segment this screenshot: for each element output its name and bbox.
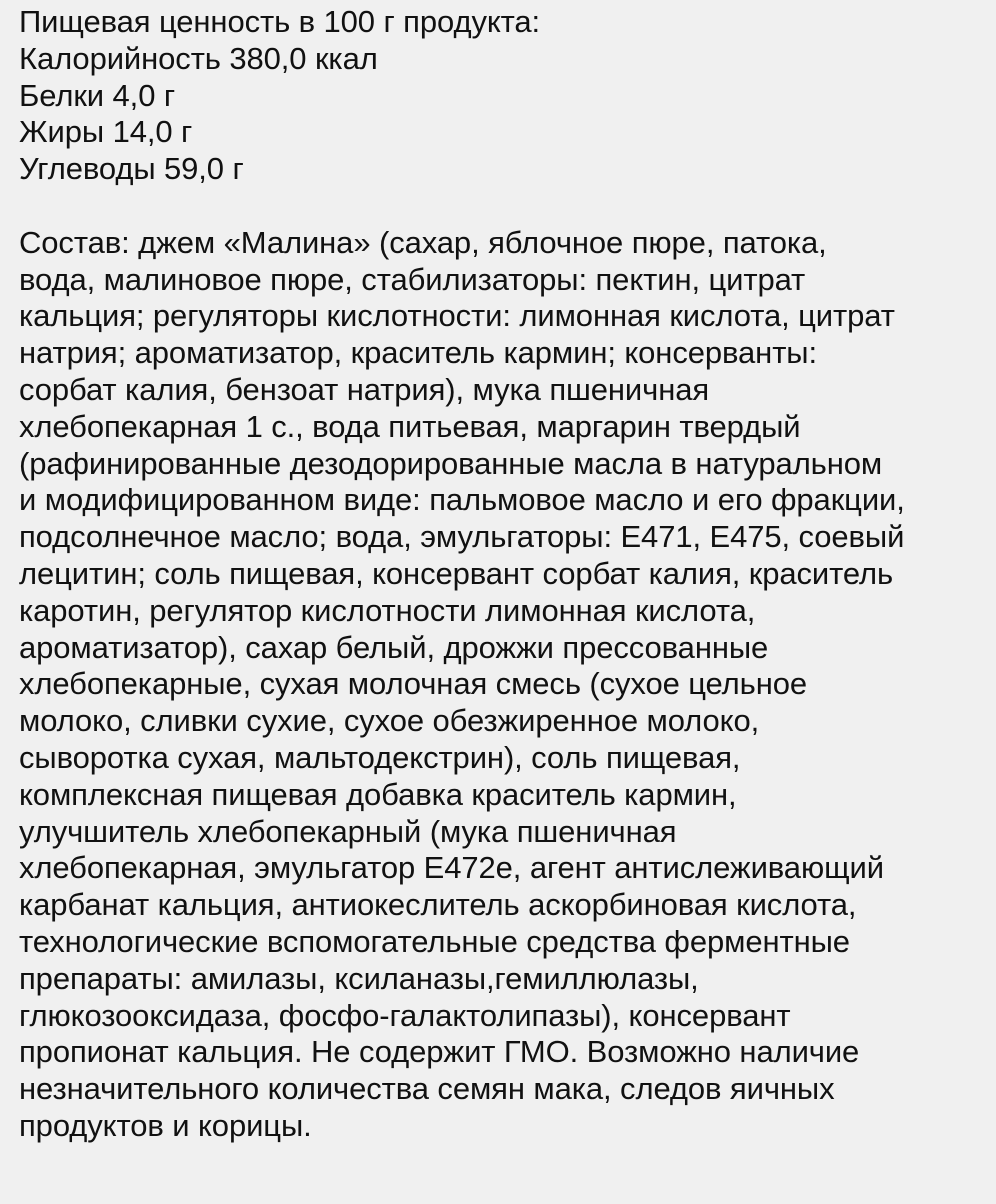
- composition-line: кальция; регуляторы кислотности: лимонная кислота, цитрат: [19, 298, 895, 334]
- composition-line: карбанат кальция, антиокеслитель аскорбиновая кислота,: [19, 887, 857, 923]
- nutrition-calories: Калорийность 380,0 ккал: [19, 40, 378, 76]
- composition-line: Состав: джем «Малина» (сахар, яблочное пюре, патока,: [19, 224, 827, 260]
- nutrition-carbs: Углеводы 59,0 г: [19, 151, 244, 187]
- section-spacer: [19, 188, 996, 225]
- nutrition-protein: Белки 4,0 г: [19, 77, 176, 113]
- composition-line: хлебопекарные, сухая молочная смесь (сухое цельное: [19, 666, 808, 702]
- composition-line: препараты: амилазы, ксиланазы,гемиллюлазы,: [19, 960, 699, 996]
- composition-line: глюкозооксидаза, фосфо-галактолипазы), консервант: [19, 997, 791, 1033]
- composition-line: незначительного количества семян мака, следов яичных: [19, 1071, 835, 1107]
- composition-line: подсолнечное масло; вода, эмульгаторы: Е471, Е475, соевый: [19, 519, 905, 555]
- composition-line: молоко, сливки сухие, сухое обезжиренное молоко,: [19, 703, 760, 739]
- composition-line: хлебопекарная 1 с., вода питьевая, маргарин твердый: [19, 408, 801, 444]
- composition-line: вода, малиновое пюре, стабилизаторы: пектин, цитрат: [19, 261, 806, 297]
- composition-line: натрия; ароматизатор, краситель кармин; консерванты:: [19, 335, 817, 371]
- nutrition-title: Пищевая ценность в 100 г продукта:: [19, 4, 541, 39]
- composition-line: продуктов и корицы.: [19, 1107, 312, 1143]
- composition-line: пропионат кальция. Не содержит ГМО. Возможно наличие: [19, 1034, 860, 1070]
- composition-line: и модифицированном виде: пальмовое масло и его фракции,: [19, 482, 905, 518]
- composition-line: лецитин; соль пищевая, консервант сорбат калия, краситель: [19, 555, 894, 591]
- composition-line: ароматизатор), сахар белый, дрожжи прессованные: [19, 629, 769, 665]
- composition-line: сорбат калия, бензоат натрия), мука пшеничная: [19, 371, 710, 407]
- nutrition-fat: Жиры 14,0 г: [19, 114, 193, 150]
- composition-line: каротин, регулятор кислотности лимонная кислота,: [19, 592, 756, 628]
- nutrition-section: [19, 4, 996, 188]
- composition-line: (рафинированные дезодорированные масла в натуральном: [19, 445, 883, 481]
- composition-line: сыворотка сухая, мальтодекстрин), соль пищевая,: [19, 739, 741, 775]
- composition-section: [19, 225, 996, 1145]
- composition-line: комплексная пищевая добавка краситель кармин,: [19, 776, 737, 812]
- composition-line: улучшитель хлебопекарный (мука пшеничная: [19, 813, 677, 849]
- composition-line: технологические вспомогательные средства ферментные: [19, 923, 850, 959]
- composition-line: хлебопекарная, эмульгатор Е472е, агент антислеживающий: [19, 850, 884, 886]
